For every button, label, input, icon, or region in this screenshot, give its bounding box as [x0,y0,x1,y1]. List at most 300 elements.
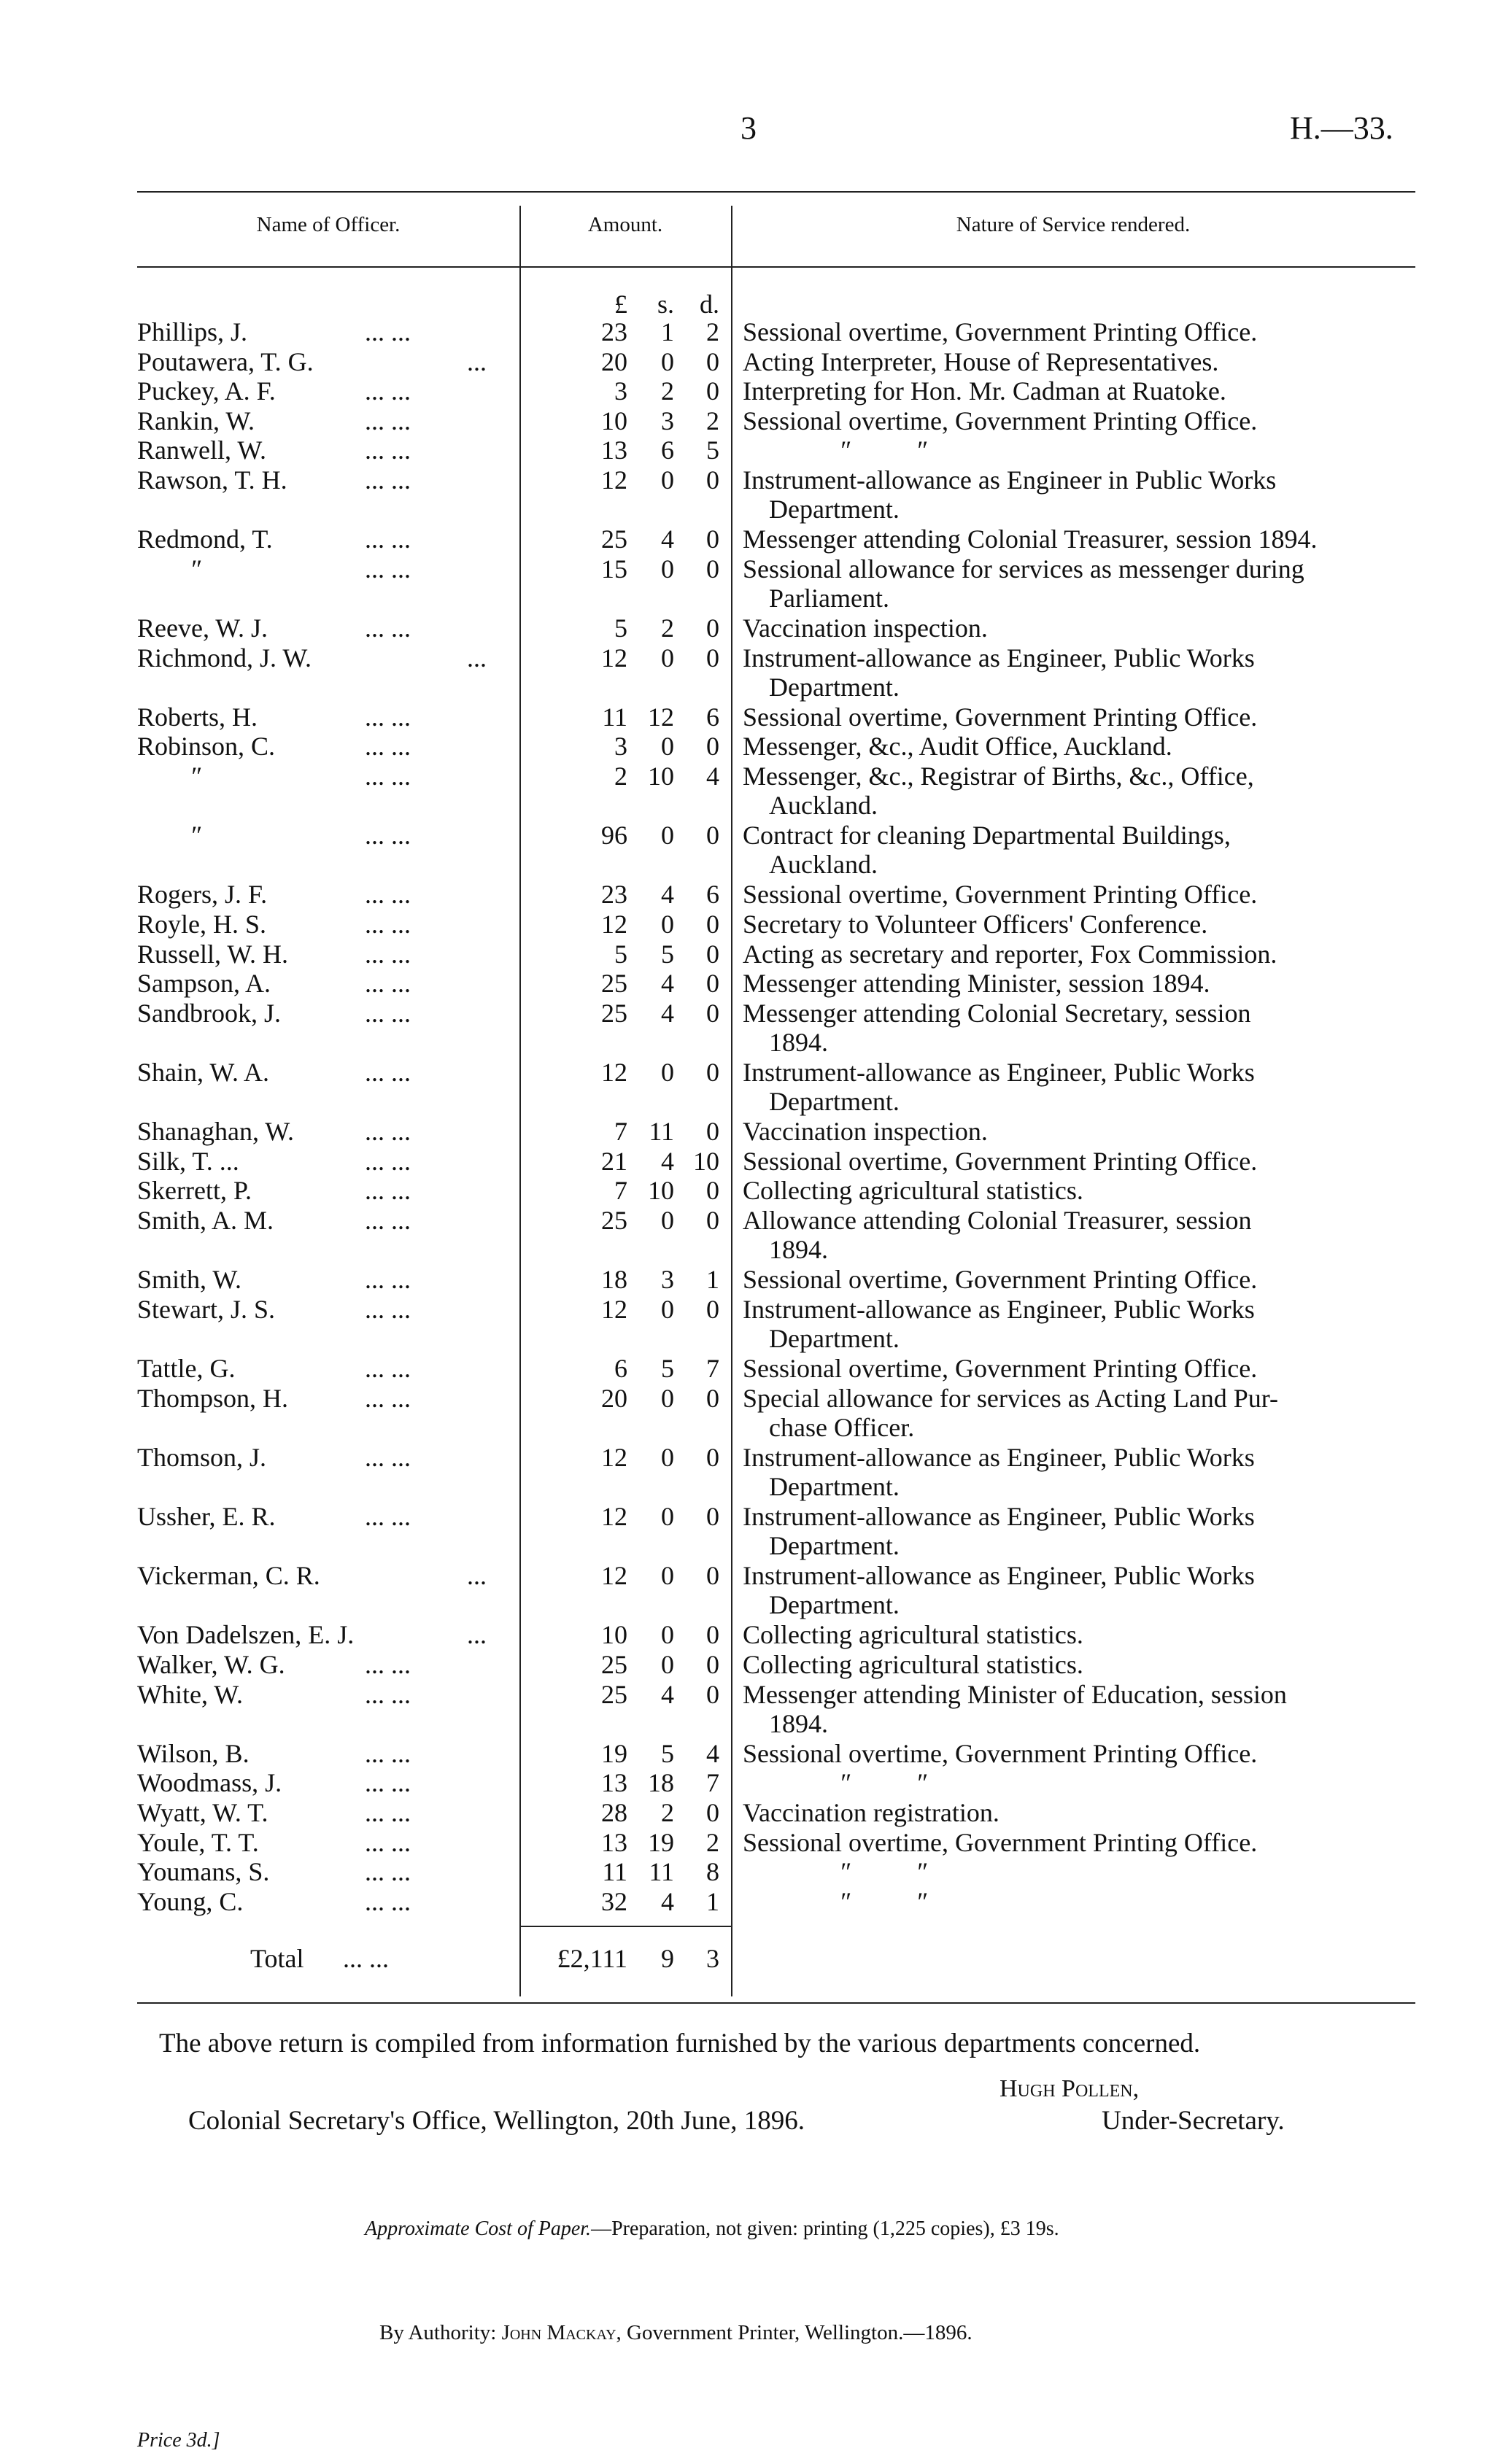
office-date-line: Colonial Secretary's Office, Wellington, 20th June, 1896. [188,2106,805,2136]
amount-pounds: 25 [601,999,627,1028]
column-header-amount: Amount. [587,213,663,236]
amount-pence: 4 [706,1739,719,1768]
amount-pence: 7 [706,1354,719,1383]
amount-pounds: 28 [601,1798,627,1827]
amount-pence: 0 [706,969,719,998]
service-line: Instrument-allowance as Engineer, Public Works [743,1058,1255,1087]
cost-label: Approximate Cost of Paper. [365,2217,592,2240]
officer-name: Rawson, T. H. [137,465,287,495]
table-top-rule [137,191,1415,193]
amount-pounds: 7 [614,1117,627,1146]
column-divider-2 [731,206,732,1996]
service-description [743,1176,1415,1205]
amount-pence: 0 [706,524,719,554]
unit-pence: d. [700,290,719,319]
signatory-title: Under-Secretary. [1102,2106,1285,2136]
total-label: Total [250,1944,304,1973]
amount-pounds: 25 [601,1650,627,1679]
amount-shillings: 12 [648,702,674,732]
service-line: Sessional overtime, Government Printing Office. [743,406,1258,435]
amount-shillings: 0 [661,1384,674,1413]
leader-dots: ... ... [365,613,411,643]
service-description [743,1739,1415,1768]
amount-pounds: 23 [601,880,627,909]
column-header-service: Nature of Service rendered. [956,213,1191,236]
amount-shillings: 0 [661,1295,674,1324]
amount-pounds: 12 [601,910,627,939]
amount-shillings: 19 [648,1828,674,1857]
leader-dots: ... ... [365,1887,411,1916]
service-description [743,317,1415,346]
service-line: Sessional overtime, Government Printing Office. [743,317,1258,346]
leader-dots: ... ... [365,1265,411,1294]
amount-pence: 0 [706,1206,719,1235]
service-description [743,1117,1415,1146]
officer-name: Sandbrook, J. [137,999,281,1028]
service-description [839,435,1508,465]
amount-shillings: 0 [661,347,674,376]
service-description [743,940,1415,969]
leader-dots: ... [467,643,487,673]
officer-name: Shanaghan, W. [137,1117,294,1146]
officer-name: Skerrett, P. [137,1176,252,1205]
service-line: Sessional overtime, Government Printing Office. [743,1147,1258,1176]
amount-pence: 0 [706,1620,719,1649]
amount-pence: 6 [706,702,719,732]
service-description [743,880,1415,909]
leader-dots: ... ... [365,999,411,1028]
officer-name: Walker, W. G. [137,1650,285,1679]
amount-pence: 0 [706,1680,719,1709]
officer-name: ″ [190,554,201,584]
amount-shillings: 0 [661,1502,674,1531]
amount-shillings: 0 [661,1620,674,1649]
service-description [743,643,1415,702]
amount-pounds: 20 [601,347,627,376]
amount-pence: 4 [706,762,719,791]
amount-pence: 0 [706,940,719,969]
service-description [743,1443,1415,1501]
officer-name: ″ [190,821,201,850]
amount-pounds: 20 [601,1384,627,1413]
amount-shillings: 0 [661,910,674,939]
amount-shillings: 0 [661,821,674,850]
leader-dots: ... ... [365,1443,411,1472]
amount-shillings: 4 [661,1147,674,1176]
amount-pounds: 12 [601,465,627,495]
leader-dots: ... ... [365,1680,411,1709]
leader-dots: ... ... [365,406,411,435]
leader-dots: ... ... [365,1857,411,1886]
service-continuation: chase Officer. [769,1413,915,1442]
amount-shillings: 1 [661,317,674,346]
amount-pounds: 12 [601,1561,627,1590]
service-description [839,1768,1508,1797]
header-bottom-rule [137,266,1415,268]
leader-dots: ... ... [365,1206,411,1235]
leader-dots: ... ... [365,880,411,909]
service-line: Collecting agricultural statistics. [743,1620,1083,1649]
leader-dots: ... ... [365,465,411,495]
amount-shillings: 0 [661,465,674,495]
amount-pounds: 19 [601,1739,627,1768]
service-description [743,347,1415,376]
service-line: Messenger attending Minister of Education, session [743,1680,1287,1709]
service-line: Interpreting for Hon. Mr. Cadman at Ruatoke. [743,376,1226,406]
officer-name: Thomson, J. [137,1443,267,1472]
service-line: Instrument-allowance as Engineer, Public Works [743,1295,1255,1324]
amount-shillings: 11 [649,1857,674,1886]
amount-shillings: 0 [661,1443,674,1472]
leader-dots: ... ... [365,732,411,761]
table-bottom-rule [137,2002,1415,2004]
amount-pounds: 2 [614,762,627,791]
officer-name: Phillips, J. [137,317,248,346]
amount-pounds: 7 [614,1176,627,1205]
authority-rest: , Government Printer, Wellington.—1896. [616,2321,973,2344]
amount-shillings: 5 [661,1739,674,1768]
officer-name: White, W. [137,1680,243,1709]
amount-pence: 0 [706,347,719,376]
service-description [743,969,1415,998]
service-line: Sessional allowance for services as messenger during [743,554,1304,584]
amount-pounds: 3 [614,376,627,406]
leader-dots: ... ... [365,1117,411,1146]
amount-pence: 0 [706,1798,719,1827]
amount-pounds: 6 [614,1354,627,1383]
amount-pence: 0 [706,910,719,939]
amount-pounds: 10 [601,406,627,435]
service-description [743,1680,1415,1738]
service-line: Instrument-allowance as Engineer, Public Works [743,1502,1255,1531]
unit-pounds: £ [614,290,627,319]
officer-name: Silk, T. ... [137,1147,239,1176]
amount-shillings: 4 [661,999,674,1028]
service-description [743,554,1415,613]
service-description [839,1887,1508,1916]
service-description [743,1354,1415,1383]
officer-name: Stewart, J. S. [137,1295,275,1324]
amount-pounds: 25 [601,1680,627,1709]
cost-of-paper [365,2217,1059,2241]
service-continuation: Department. [769,673,900,702]
service-continuation: Parliament. [769,584,889,613]
amount-pence: 2 [706,406,719,435]
service-description [743,762,1415,820]
amount-pence: 0 [706,554,719,584]
officer-name: Wyatt, W. T. [137,1798,268,1827]
service-description [839,1857,1508,1886]
amount-pence: 0 [706,1561,719,1590]
service-line: Instrument-allowance as Engineer, Public Works [743,1561,1255,1590]
page-number: 3 [741,110,757,146]
officer-name: ″ [190,762,201,791]
service-line: Instrument-allowance as Engineer in Public Works [743,465,1277,495]
service-description [743,1058,1415,1116]
amount-pence: 0 [706,732,719,761]
service-line: Collecting agricultural statistics. [743,1650,1083,1679]
amount-pence: 0 [706,1650,719,1679]
amount-pence: 0 [706,1176,719,1205]
amount-pence: 0 [706,821,719,850]
officer-name: Russell, W. H. [137,940,289,969]
service-line: Sessional overtime, Government Printing Office. [743,1828,1258,1857]
amount-shillings: 4 [661,524,674,554]
amount-pounds: 96 [601,821,627,850]
printer-name: John Mackay [501,2321,616,2344]
amount-pounds: 12 [601,1295,627,1324]
officer-name: Ranwell, W. [137,435,266,465]
service-line: Messenger, &c., Audit Office, Auckland. [743,732,1172,761]
service-line: Secretary to Volunteer Officers' Conference. [743,910,1208,939]
unit-shillings: s. [657,290,674,319]
amount-pounds: 12 [601,1058,627,1087]
leader-dots: ... ... [365,702,411,732]
amount-pounds: 13 [601,435,627,465]
service-description [743,465,1415,524]
service-line: Instrument-allowance as Engineer, Public Works [743,643,1255,673]
officer-name: Shain, W. A. [137,1058,270,1087]
amount-pounds: 12 [601,1502,627,1531]
service-line: Messenger, &c., Registrar of Births, &c., Office, [743,762,1254,791]
amount-shillings: 3 [661,1265,674,1294]
leader-dots: ... ... [365,940,411,969]
service-line: ″ ″ [839,1768,927,1797]
officer-name: Thompson, H. [137,1384,288,1413]
leader-dots: ... ... [365,821,411,850]
service-continuation: 1894. [769,1028,828,1057]
total-rule [519,1926,731,1927]
amount-pence: 2 [706,317,719,346]
service-description [743,376,1415,406]
document-reference: H.—33. [1290,110,1393,146]
cost-text: —Preparation, not given: printing (1,225 copies), £3 19s. [591,2217,1059,2240]
service-line: ″ ″ [839,1857,927,1886]
amount-pence: 1 [706,1887,719,1916]
amount-pounds: 12 [601,643,627,673]
amount-pence: 0 [706,376,719,406]
leader-dots: ... ... [365,1768,411,1797]
total-pounds: £2,111 [557,1944,627,1973]
amount-pounds: 21 [601,1147,627,1176]
service-continuation: Department. [769,1324,900,1353]
leader-dots: ... [467,1561,487,1590]
amount-shillings: 6 [661,435,674,465]
service-description [743,732,1415,761]
leader-dots: ... ... [365,1828,411,1857]
leader-dots: ... ... [365,910,411,939]
service-description [743,999,1415,1057]
officer-name: Young, C. [137,1887,244,1916]
service-continuation: Department. [769,1087,900,1116]
service-continuation: Auckland. [769,791,878,820]
service-line: Instrument-allowance as Engineer, Public Works [743,1443,1255,1472]
officer-name: Woodmass, J. [137,1768,282,1797]
amount-shillings: 3 [661,406,674,435]
amount-shillings: 5 [661,1354,674,1383]
amount-pounds: 25 [601,969,627,998]
amount-pounds: 11 [602,1857,627,1886]
leader-dots: ... ... [365,1739,411,1768]
amount-shillings: 0 [661,732,674,761]
column-header-name: Name of Officer. [256,213,401,236]
amount-shillings: 4 [661,1887,674,1916]
amount-pounds: 32 [601,1887,627,1916]
service-description [743,1620,1415,1649]
service-line: Sessional overtime, Government Printing Office. [743,1354,1258,1383]
amount-pence: 0 [706,613,719,643]
service-line: ″ ″ [839,435,927,465]
service-line: Allowance attending Colonial Treasurer, session [743,1206,1252,1235]
amount-pounds: 12 [601,1443,627,1472]
amount-shillings: 4 [661,880,674,909]
amount-pounds: 25 [601,1206,627,1235]
leader-dots: ... ... [365,1354,411,1383]
amount-shillings: 0 [661,554,674,584]
return-note: The above return is compiled from information furnished by the various departments concerned. [159,2029,1201,2058]
amount-pounds: 18 [601,1265,627,1294]
amount-pence: 0 [706,1502,719,1531]
amount-pounds: 25 [601,524,627,554]
service-description [743,1650,1415,1679]
officer-name: Smith, W. [137,1265,242,1294]
service-description [743,613,1415,643]
officer-name: Youle, T. T. [137,1828,259,1857]
price-note: Price 3d.] [137,2429,220,2452]
officer-name: Smith, A. M. [137,1206,274,1235]
total-dots: ... ... [343,1944,389,1973]
leader-dots: ... ... [365,524,411,554]
signatory-name: Hugh Pollen, [999,2075,1140,2102]
leader-dots: ... [467,1620,487,1649]
amount-shillings: 0 [661,1561,674,1590]
amount-shillings: 18 [648,1768,674,1797]
amount-shillings: 2 [661,376,674,406]
amount-shillings: 0 [661,1206,674,1235]
service-description [743,821,1415,879]
service-description [743,910,1415,939]
amount-pence: 10 [693,1147,719,1176]
officer-name: Puckey, A. F. [137,376,276,406]
amount-pounds: 11 [602,702,627,732]
amount-shillings: 2 [661,613,674,643]
leader-dots: ... ... [365,1176,411,1205]
service-continuation: 1894. [769,1709,828,1738]
amount-pounds: 3 [614,732,627,761]
service-line: Contract for cleaning Departmental Buildings, [743,821,1231,850]
amount-pence: 0 [706,465,719,495]
amount-pence: 0 [706,999,719,1028]
amount-pounds: 23 [601,317,627,346]
leader-dots: ... [467,347,487,376]
amount-pounds: 5 [614,940,627,969]
officer-name: Roberts, H. [137,702,258,732]
amount-pounds: 13 [601,1768,627,1797]
service-description [743,1828,1415,1857]
leader-dots: ... ... [365,1147,411,1176]
officer-name: Poutawera, T. G. [137,347,314,376]
amount-pence: 0 [706,1443,719,1472]
leader-dots: ... ... [365,1295,411,1324]
service-description [743,1798,1415,1827]
officer-name: Royle, H. S. [137,910,267,939]
amount-pence: 1 [706,1265,719,1294]
amount-shillings: 10 [648,1176,674,1205]
leader-dots: ... ... [365,317,411,346]
column-divider-1 [519,206,521,1996]
officer-name: Ussher, E. R. [137,1502,276,1531]
service-line: Vaccination inspection. [743,1117,988,1146]
amount-pence: 7 [706,1768,719,1797]
amount-shillings: 2 [661,1798,674,1827]
amount-pence: 6 [706,880,719,909]
service-line: Vaccination registration. [743,1798,999,1827]
service-line: Sessional overtime, Government Printing Office. [743,1739,1258,1768]
amount-pounds: 13 [601,1828,627,1857]
service-continuation: Department. [769,495,900,524]
leader-dots: ... ... [365,376,411,406]
officer-name: Robinson, C. [137,732,276,761]
service-line: Sessional overtime, Government Printing Office. [743,880,1258,909]
service-line: Acting Interpreter, House of Representatives. [743,347,1219,376]
leader-dots: ... ... [365,969,411,998]
service-line: Vaccination inspection. [743,613,988,643]
amount-pence: 0 [706,1117,719,1146]
service-description [743,1147,1415,1176]
total-shillings: 9 [661,1944,674,1973]
amount-shillings: 0 [661,643,674,673]
service-line: Sessional overtime, Government Printing Office. [743,702,1258,732]
service-continuation: Department. [769,1531,900,1560]
total-pence: 3 [706,1944,719,1973]
officer-name: Von Dadelszen, E. J. [137,1620,355,1649]
officer-name: Youmans, S. [137,1857,270,1886]
service-line: ″ ″ [839,1887,927,1916]
service-line: Messenger attending Colonial Secretary, session [743,999,1251,1028]
printer-authority [379,2321,973,2345]
officer-name: Rankin, W. [137,406,255,435]
officer-name: Wilson, B. [137,1739,250,1768]
service-continuation: Department. [769,1590,900,1619]
service-description [743,1561,1415,1619]
officer-name: Richmond, J. W. [137,643,312,673]
amount-pence: 2 [706,1828,719,1857]
leader-dots: ... ... [365,1058,411,1087]
amount-pounds: 10 [601,1620,627,1649]
service-line: Messenger attending Minister, session 1894. [743,969,1210,998]
amount-pounds: 15 [601,554,627,584]
amount-pence: 0 [706,1058,719,1087]
officer-name: Sampson, A. [137,969,271,998]
leader-dots: ... ... [365,1798,411,1827]
amount-pence: 0 [706,1295,719,1324]
leader-dots: ... ... [365,435,411,465]
service-line: Special allowance for services as Acting Land Pur- [743,1384,1279,1413]
officer-name: Redmond, T. [137,524,273,554]
amount-shillings: 5 [661,940,674,969]
service-line: Collecting agricultural statistics. [743,1176,1083,1205]
service-line: Acting as secretary and reporter, Fox Commission. [743,940,1277,969]
leader-dots: ... ... [365,1650,411,1679]
service-continuation: 1894. [769,1235,828,1264]
leader-dots: ... ... [365,554,411,584]
amount-shillings: 0 [661,1650,674,1679]
officer-name: Vickerman, C. R. [137,1561,320,1590]
officer-name: Tattle, G. [137,1354,236,1383]
amount-shillings: 4 [661,969,674,998]
service-line: Sessional overtime, Government Printing Office. [743,1265,1258,1294]
service-description [743,1265,1415,1294]
